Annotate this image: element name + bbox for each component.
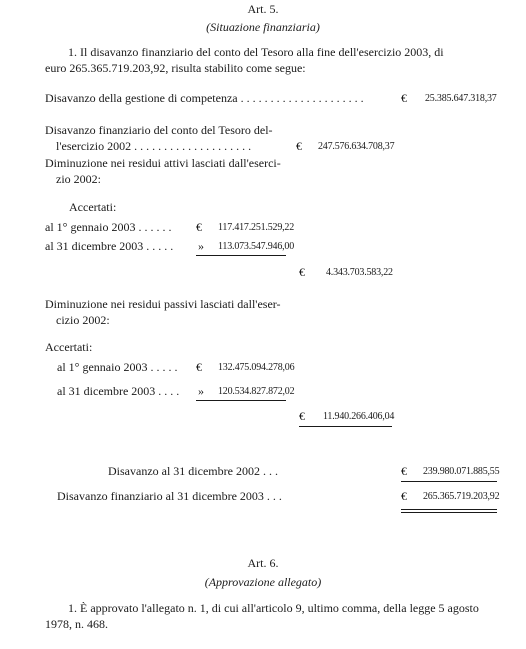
passivi-label-line1: Diminuzione nei residui passivi lasciati dall'eser- xyxy=(45,297,281,311)
art6-subtitle: (Approvazione allegato) xyxy=(204,575,322,589)
attivi-total-currency: € xyxy=(299,265,305,279)
disavanzo-2002-value: 239.980.071.885,55 xyxy=(423,466,500,477)
art6-text-line1: 1. È approvato l'allegato n. 1, di cui all'articolo 9, ultimo comma, della legge 5 agosto xyxy=(68,601,479,615)
gestione-label: Disavanzo della gestione di competenza . . . . . . . . . . . . . . . . . . . . . xyxy=(45,91,364,105)
disavanzo-2002-currency: € xyxy=(401,464,407,478)
passivi-total-underline xyxy=(299,426,392,427)
conto-value: 247.576.634.708,37 xyxy=(318,141,395,152)
passivi-label-line2: cizio 2002: xyxy=(56,313,110,327)
gestione-currency: € xyxy=(401,91,407,105)
passivi-total-value: 11.940.266.406,04 xyxy=(323,411,395,422)
attivi-row1-value: 117.417.251.529,22 xyxy=(218,222,295,233)
disavanzo-2002-underline xyxy=(401,481,497,482)
passivi-accertati: Accertati: xyxy=(45,340,93,354)
passivi-total-currency: € xyxy=(299,409,305,423)
conto-label-line1: Disavanzo finanziario del conto del Tesoro del- xyxy=(45,123,273,137)
attivi-row2-label: al 31 dicembre 2003 . . . . . xyxy=(45,239,174,253)
attivi-row1-currency: € xyxy=(196,220,202,234)
attivi-row1-label: al 1° gennaio 2003 . . . . . . xyxy=(45,220,172,234)
disavanzo-2003-double-underline-bottom xyxy=(401,512,497,513)
passivi-row2-value: 120.534.827.872,02 xyxy=(218,386,295,397)
attivi-accertati: Accertati: xyxy=(69,200,117,214)
attivi-label-line1: Diminuzione nei residui attivi lasciati dall'eserci- xyxy=(45,156,281,170)
passivi-row1-label: al 1° gennaio 2003 . . . . . xyxy=(57,360,178,374)
gestione-value: 25.385.647.318,37 xyxy=(425,93,497,104)
disavanzo-2003-label: Disavanzo finanziario al 31 dicembre 2003 . . . xyxy=(57,489,282,503)
conto-label-line2: l'esercizio 2002 . . . . . . . . . . . . . . . . . . . . xyxy=(56,139,252,153)
attivi-row2-currency: » xyxy=(198,239,204,253)
passivi-underline xyxy=(196,400,286,401)
disavanzo-2003-currency: € xyxy=(401,489,407,503)
passivi-row1-value: 132.475.094.278,06 xyxy=(218,362,295,373)
disavanzo-2003-double-underline-top xyxy=(401,509,497,510)
attivi-label-line2: zio 2002: xyxy=(56,172,101,186)
art6-title: Art. 6. xyxy=(247,556,279,570)
art5-title: Art. 5. xyxy=(247,2,279,16)
attivi-total-value: 4.343.703.583,22 xyxy=(326,267,393,278)
art5-subtitle: (Situazione finanziaria) xyxy=(206,20,320,34)
attivi-row2-value: 113.073.547.946,00 xyxy=(218,241,295,252)
art5-intro-line2: euro 265.365.719.203,92, risulta stabilito come segue: xyxy=(45,61,306,75)
conto-currency: € xyxy=(296,139,302,153)
passivi-row1-currency: € xyxy=(196,360,202,374)
art6-text-line2: 1978, n. 468. xyxy=(45,617,108,631)
art5-intro-line1: 1. Il disavanzo finanziario del conto del Tesoro alla fine dell'esercizio 2003, di xyxy=(68,45,444,59)
disavanzo-2002-label: Disavanzo al 31 dicembre 2002 . . . xyxy=(108,464,278,478)
attivi-underline xyxy=(196,255,286,256)
passivi-row2-currency: » xyxy=(198,384,204,398)
passivi-row2-label: al 31 dicembre 2003 . . . . xyxy=(57,384,180,398)
disavanzo-2003-value: 265.365.719.203,92 xyxy=(423,491,500,502)
